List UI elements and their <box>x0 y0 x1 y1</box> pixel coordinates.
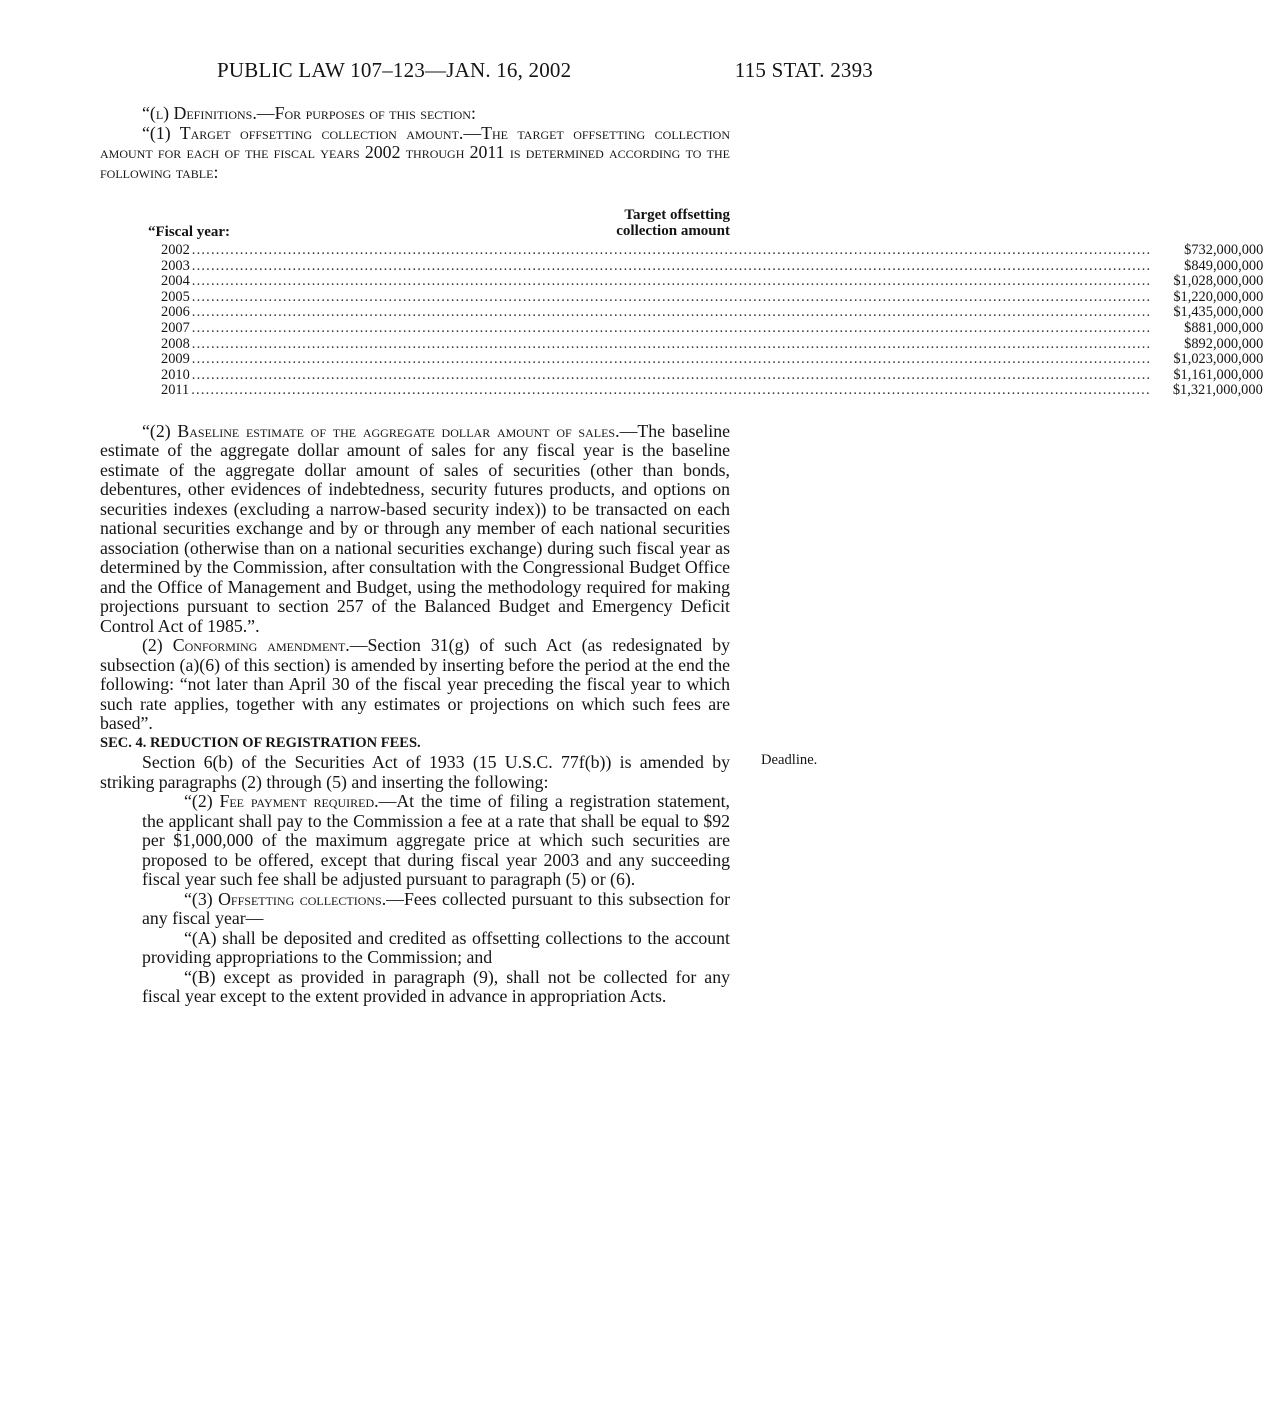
amount-cell: $1,161,000,000 <box>1173 366 1264 383</box>
fiscal-year-cell: 2004 <box>161 273 190 290</box>
section-4-intro: Section 6(b) of the Securities Act of 1933 (15 U.S.C. 77f(b)) is amended by striking paragraphs (2) through (5) and inserting the following: <box>100 752 730 792</box>
fiscal-year-cell: 2009 <box>161 351 190 368</box>
amount-cell: $881,000,000 <box>1184 319 1264 336</box>
fiscal-year-column-header: “Fiscal year: <box>148 224 231 240</box>
amount-cell: $1,220,000,000 <box>1173 288 1264 305</box>
table-row <box>161 257 1264 275</box>
table-row <box>161 242 1264 259</box>
conforming-amendment-paragraph: (2) Conforming amendment.—Section 31(g) of such Act (as redesignated by subsection (a)(6) of this section) is amended by inserting before the period at the end the following: “not later than April 30 of the fiscal year preceding the fiscal year to which such rate applies, together with any estimates or projections on which such fees are based”. <box>100 635 730 734</box>
dot-leader: ........................................................................................................................................................................................................ <box>191 273 1152 290</box>
table-row <box>161 351 1264 368</box>
dot-leader: ........................................................................................................................................................................................................ <box>191 242 1152 258</box>
dot-leader: ........................................................................................................................................................................................................ <box>191 304 1152 321</box>
dot-leader: ........................................................................................................................................................................................................ <box>191 351 1152 368</box>
dot-leader: ........................................................................................................................................................................................................ <box>191 335 1152 352</box>
table-row <box>161 304 1264 321</box>
amount-cell: $892,000,000 <box>1184 335 1264 352</box>
offsetting-collections-paragraph: “(3) Offsetting collections.—Fees collected pursuant to this subsection for any fiscal year— <box>142 888 731 929</box>
amount-cell: $1,023,000,000 <box>1173 351 1264 368</box>
target-offsetting-table <box>148 207 1264 399</box>
amount-cell: $1,028,000,000 <box>1173 273 1264 290</box>
header-stat-citation: 115 STAT. 2393 <box>734 58 873 82</box>
item-a-paragraph: “(A) shall be deposited and credited as offsetting collections to the account providing appropriations to the Commission; and <box>142 927 730 968</box>
fee-payment-paragraph: “(2) Fee payment required.—At the time of filing a registration statement, the applicant shall pay to the Commission a fee at a rate that shall be equal to $92 per $1,000,000 of the maximum aggregate price at which such securities are proposed to be offered, except that during fiscal year 2003 and any succeeding fiscal year such fee shall be adjusted pursuant to paragraph (5) or (6). <box>142 791 731 890</box>
dot-leader: ........................................................................................................................................................................................................ <box>191 319 1152 336</box>
dot-leader: ........................................................................................................................................................................................................ <box>191 366 1152 383</box>
amount-cell: $1,435,000,000 <box>1173 304 1264 321</box>
table-row <box>161 366 1264 384</box>
amount-cell: $732,000,000 <box>1184 242 1264 258</box>
fiscal-year-cell: 2010 <box>161 366 190 383</box>
margin-note-deadline: Deadline. <box>761 752 818 768</box>
amount-cell: $1,321,000,000 <box>1172 382 1263 399</box>
item-b-paragraph: “(B) except as provided in paragraph (9), shall not be collected for any fiscal year except to the extent provided in advance in appropriation Acts. <box>142 966 730 1007</box>
section-4-heading: SEC. 4. REDUCTION OF REGISTRATION FEES. <box>100 734 421 751</box>
fiscal-year-cell: 2011 <box>161 382 190 399</box>
baseline-estimate-paragraph: “(2) Baseline estimate of the aggregate dollar amount of sales.—The baseline estimate of the aggregate dollar amount of sales for any fiscal year is the baseline estimate of the aggregate dollar amount of sales of securities (other than bonds, debentures, other evidences of indebtedness, security futures products, and options on securities indexes (excluding a narrow-based security index)) to be transacted on each national securities exchange and by or through any member of each national securities association (otherwise than on a national securities exchange) during such fiscal year as determined by the Commission, after consultation with the Congressional Budget Office and the Office of Management and Budget, using the methodology required for making projections pursuant to section 257 of the Balanced Budget and Emergency Deficit Control Act of 1985.”. <box>100 420 730 636</box>
table-row <box>161 382 1263 399</box>
fiscal-year-cell: 2007 <box>161 319 190 336</box>
table-row <box>161 288 1264 306</box>
definition-target-offsetting: “(1) Target offsetting collection amount.—The target offsetting collection amount for each of the fiscal years 2002 through 2011 is determined according to the following table: <box>100 122 730 182</box>
amount-cell: $849,000,000 <box>1184 257 1264 274</box>
amount-column-header: Target offsetting collection amount <box>616 207 730 239</box>
fiscal-year-cell: 2005 <box>161 288 190 305</box>
dot-leader: ........................................................................................................................................................................................................ <box>191 288 1152 305</box>
definitions-heading: “(l) Definitions.—For purposes of this section: <box>142 103 476 123</box>
table-row <box>161 273 1264 290</box>
header-title: PUBLIC LAW 107–123—JAN. 16, 2002 <box>217 58 572 82</box>
table-rows <box>148 242 1264 399</box>
fiscal-year-cell: 2008 <box>161 335 190 352</box>
table-row <box>161 319 1264 337</box>
fiscal-year-cell: 2003 <box>161 257 190 274</box>
table-header <box>148 207 730 240</box>
fiscal-year-cell: 2002 <box>161 242 190 258</box>
fiscal-year-cell: 2006 <box>161 304 190 321</box>
dot-leader: ........................................................................................................................................................................................................ <box>191 382 1151 399</box>
table-row <box>161 335 1264 353</box>
dot-leader: ........................................................................................................................................................................................................ <box>191 257 1152 274</box>
